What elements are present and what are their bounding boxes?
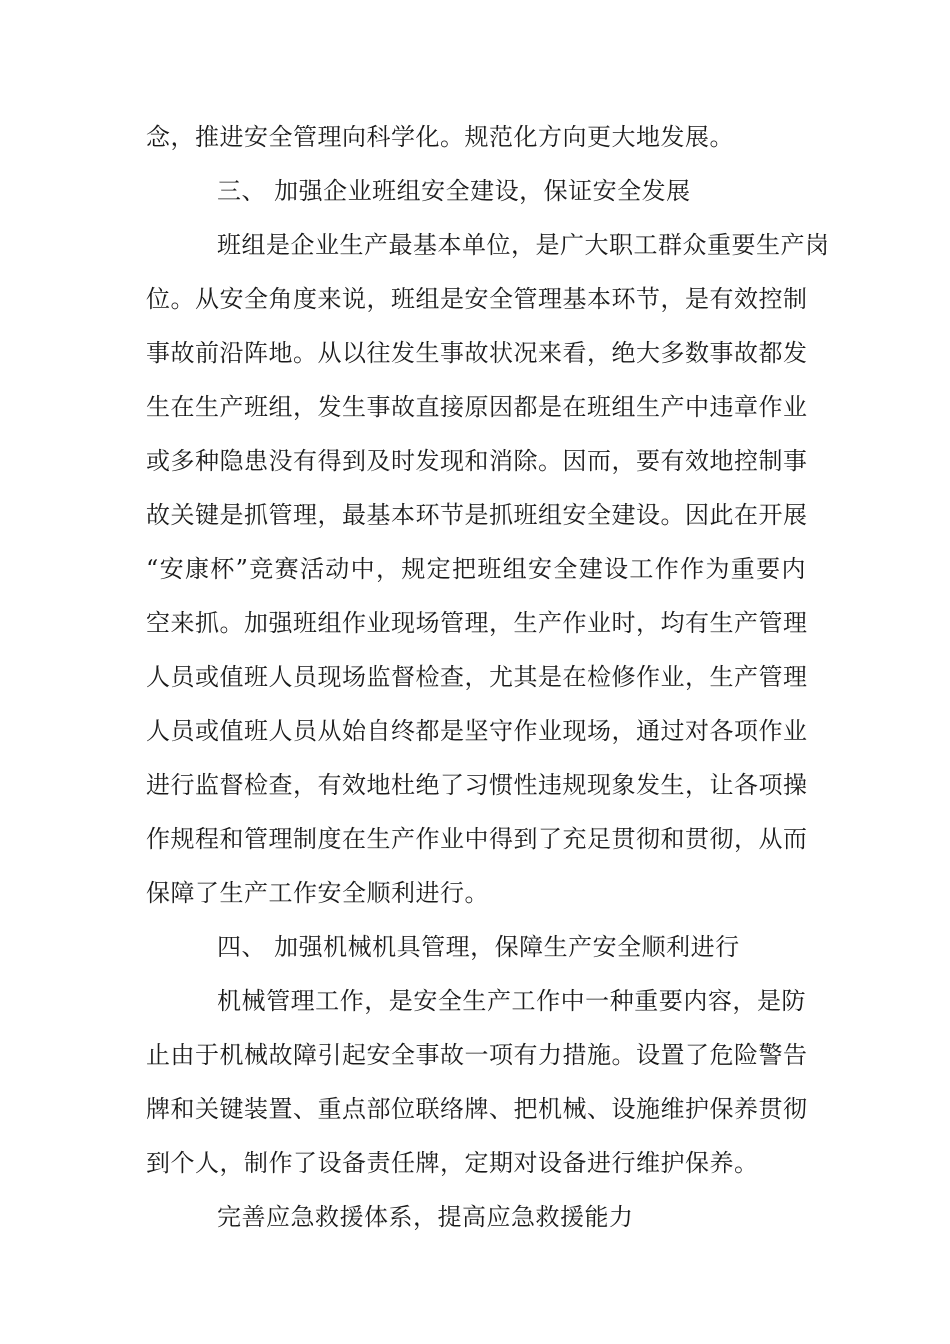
text-line: 事故前沿阵地。从以往发生事故状况来看，绝大多数事故都发 [146,339,808,367]
paragraph-first-line: 班组是企业生产最基本单位，是广大职工群众重要生产岗 [217,231,830,259]
section-heading: 四、 加强机械机具管理，保障生产安全顺利进行 [217,933,740,961]
text-line: 到个人，制作了设备责任牌，定期对设备进行维护保养。 [146,1149,759,1177]
text-line: 保障了生产工作安全顺利进行。 [146,879,489,907]
text-line: 位。从安全角度来说，班组是安全管理基本环节，是有效控制 [146,285,808,313]
text-line: 作规程和管理制度在生产作业中得到了充足贯彻和贯彻，从而 [146,825,808,853]
text-line: 或多种隐患没有得到及时发现和消除。因而，要有效地控制事 [146,447,808,475]
paragraph-first-line: 机械管理工作，是安全生产工作中一种重要内容，是防 [217,987,806,1015]
text-line: 故关键是抓管理，最基本环节是抓班组安全建设。因此在开展 [146,501,808,529]
text-line: 人员或值班人员现场监督检查，尤其是在检修作业，生产管理 [146,663,808,691]
text-line: 进行监督检查，有效地杜绝了习惯性违规现象发生，让各项操 [146,771,808,799]
text-line: 止由于机械故障引起安全事故一项有力措施。设置了危险警告 [146,1041,808,1069]
text-line: 念，推进安全管理向科学化。规范化方向更大地发展。 [146,123,734,151]
text-line: 牌和关键装置、重点部位联络牌、把机械、设施维护保养贯彻 [146,1095,808,1123]
text-line: 空来抓。加强班组作业现场管理，生产作业时，均有生产管理 [146,609,808,637]
section-heading: 完善应急救援体系，提高应急救援能力 [217,1203,634,1231]
section-heading: 三、 加强企业班组安全建设，保证安全发展 [217,177,691,205]
text-line: 生在生产班组，发生事故直接原因都是在班组生产中违章作业 [146,393,808,421]
text-line: “安康杯”竞赛活动中，规定把班组安全建设工作作为重要内 [146,555,806,583]
text-line: 人员或值班人员从始自终都是坚守作业现场，通过对各项作业 [146,717,808,745]
